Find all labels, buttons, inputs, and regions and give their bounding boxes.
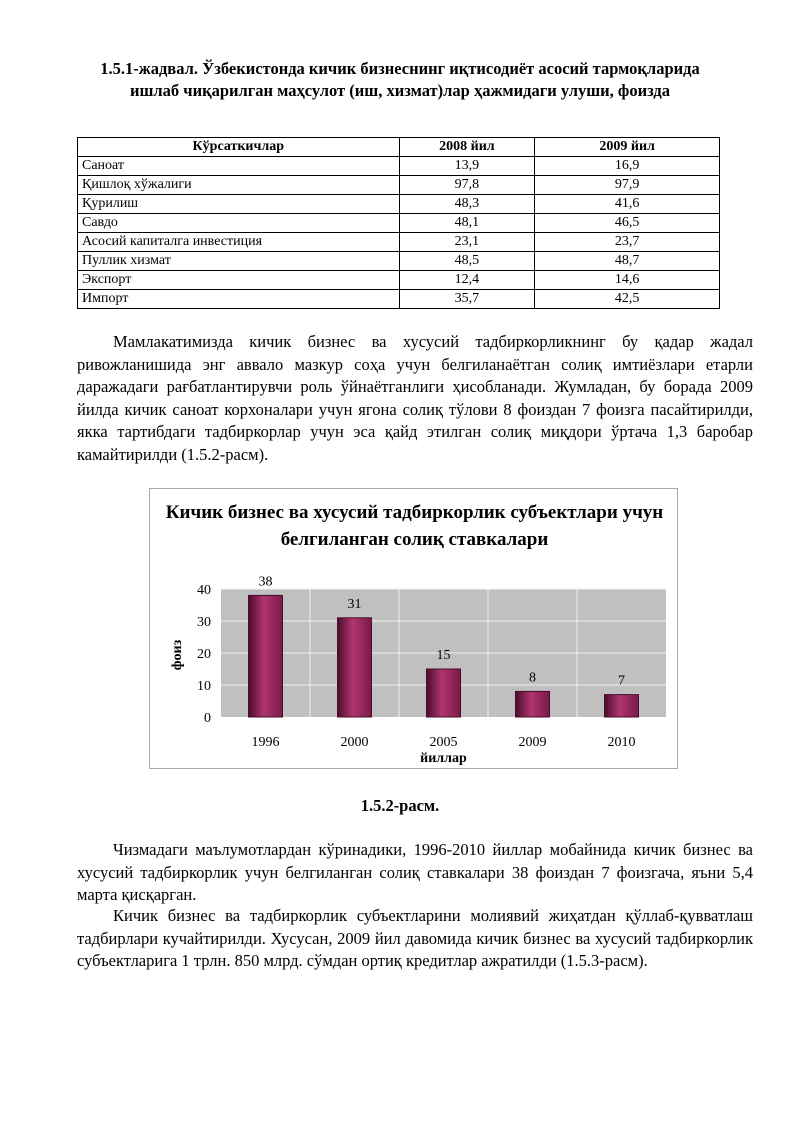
x-tick-label: 2005: [429, 735, 458, 750]
cell-2009: 48,7: [535, 252, 720, 271]
table-row: [78, 157, 720, 176]
paragraph-tax-incentives: Мамлакатимизда кичик бизнес ва хусусий тадбиркорликнинг бу қадар жадал ривожланишида энг аввало мазкур соҳа учун белгиланаётган солиқ имтиёзлари етарли даражадаги рағбатлантирувчи роль ўйнаётганлиги ҳисобланади. Жумладан, бу борада 2009 йилда кичик саноат корхоналари учун ягона солиқ тўлови 8 фоиздан 7 фоизга пасайтирилди, якка тартибдаги тадбиркорлар учун эса қайд этилган солиқ миқдори ўртача 1,3 баробар камайтирилди (1.5.2-расм).: [77, 332, 753, 464]
cell-2009: 97,9: [535, 176, 720, 195]
cell-2008: 48,5: [399, 252, 535, 271]
cell-2008: 48,1: [399, 214, 535, 233]
y-tick-label: 10: [197, 679, 211, 694]
row-label: Қишлоқ хўжалиги: [78, 176, 400, 195]
table-row: [78, 271, 720, 290]
x-tick-label: 1996: [251, 735, 280, 750]
cell-2009: 41,6: [535, 195, 720, 214]
header-2009: 2009 йил: [535, 138, 720, 157]
row-label: Импорт: [78, 290, 400, 309]
row-label: Қурилиш: [78, 195, 400, 214]
table-row: [78, 252, 720, 271]
data-label: 8: [529, 670, 536, 686]
y-tick-label: 30: [197, 615, 211, 630]
cell-2008: 48,3: [399, 195, 535, 214]
figure-caption: 1.5.2-расм.: [360, 796, 440, 815]
cell-2009: 23,7: [535, 233, 720, 252]
bar: [605, 695, 639, 717]
chart-container: [149, 488, 678, 769]
bar: [516, 691, 550, 717]
paragraph-financial-support: Кичик бизнес ва тадбиркорлик субъектларини молиявий жиҳатдан қўллаб-қувватлаш тадбирлари кучайтирилди. Хусусан, 2009 йил давомида кичик бизнес ва хусусий тадбиркорлик субъектларига 1 трлн. 850 млрд. сўмдан ортиқ кредитлар ажратилди (1.5.3-расм).: [77, 906, 753, 971]
y-tick-label: 20: [197, 647, 211, 662]
cell-2009: 46,5: [535, 214, 720, 233]
bar: [427, 669, 461, 717]
x-tick-label: 2009: [518, 735, 547, 750]
bar-chart: [150, 489, 679, 770]
row-label: Пуллик хизмат: [78, 252, 400, 271]
y-axis-label: фоиз: [170, 639, 185, 671]
bar: [249, 595, 283, 717]
paragraph-chart-summary: Чизмадаги маълумотлардан кўринадики, 1996-2010 йиллар мобайнида кичик бизнес ва хусусий тадбиркорлик учун белгиланган солиқ ставкалари 38 фоиздан 7 фоизгача, яъни 5,4 марта қисқарган.: [77, 840, 753, 905]
table-row: [78, 214, 720, 233]
data-label: 7: [618, 673, 625, 689]
cell-2009: 14,6: [535, 271, 720, 290]
header-indicator: Кўрсаткичлар: [78, 138, 400, 157]
table-row: [78, 176, 720, 195]
chart-title: Кичик бизнес ва хусусий тадбиркорлик субъектлари учун белгиланган солиқ ставкалари: [165, 502, 664, 550]
data-table: [77, 137, 720, 309]
data-label: 38: [258, 574, 273, 590]
cell-2008: 23,1: [399, 233, 535, 252]
cell-2008: 97,8: [399, 176, 535, 195]
data-label: 15: [436, 648, 451, 663]
header-2008: 2008 йил: [399, 138, 535, 157]
row-label: Савдо: [78, 214, 400, 233]
x-tick-label: 2010: [607, 735, 636, 750]
cell-2008: 35,7: [399, 290, 535, 309]
cell-2009: 16,9: [535, 157, 720, 176]
x-tick-label: 2000: [340, 735, 369, 750]
table-header-row: [78, 138, 720, 157]
bar: [338, 618, 372, 717]
cell-2009: 42,5: [535, 290, 720, 309]
table-title: 1.5.1-жадвал. Ўзбекистонда кичик бизнеснинг иқтисодиёт асосий тармоқларида ишлаб чиқарилган маҳсулот (иш, хизмат)лар ҳажмидаги улуши, фоизда: [100, 59, 700, 100]
cell-2008: 12,4: [399, 271, 535, 290]
table-row: [78, 290, 720, 309]
row-label: Экспорт: [78, 271, 400, 290]
table-row: [78, 233, 720, 252]
table-row: [78, 195, 720, 214]
x-axis-label: йиллар: [420, 751, 467, 766]
row-label: Асосий капиталга инвестиция: [78, 233, 400, 252]
y-tick-label: 0: [204, 711, 211, 726]
row-label: Саноат: [78, 157, 400, 176]
cell-2008: 13,9: [399, 157, 535, 176]
y-tick-label: 40: [197, 583, 211, 598]
data-label: 31: [347, 596, 362, 612]
